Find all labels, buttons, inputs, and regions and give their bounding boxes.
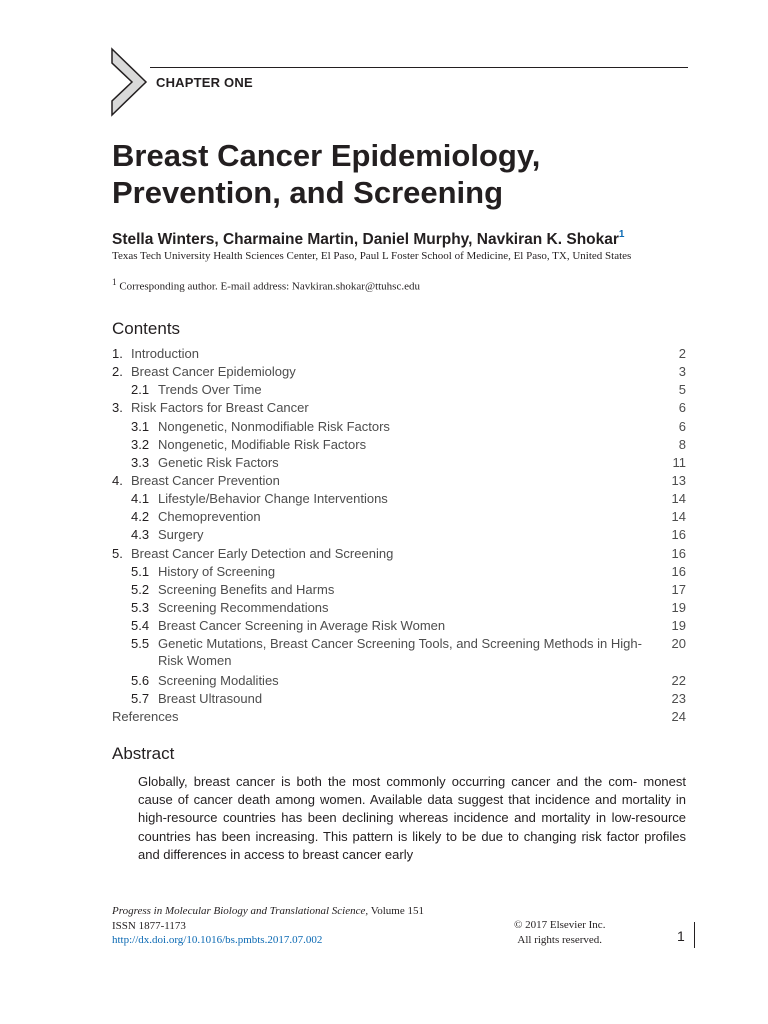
toc-entry-label: Chemoprevention	[158, 509, 261, 525]
toc-entry-page: 20	[671, 636, 686, 652]
toc-entry[interactable]	[112, 418, 686, 436]
toc-entry-page: 19	[671, 618, 686, 634]
chapter-header-rule	[150, 67, 688, 68]
chapter-title: Breast Cancer Epidemiology, Prevention, and Screening	[112, 138, 541, 210]
toc-entry[interactable]	[112, 399, 686, 417]
toc-entry[interactable]	[112, 690, 686, 708]
toc-entry-number: 5.5	[131, 636, 150, 652]
author-list	[112, 230, 624, 249]
toc-entry-label: References	[112, 708, 179, 724]
rights-text: All rights reserved.	[517, 933, 603, 946]
copyright-block	[514, 918, 605, 947]
toc-entry-page: 16	[671, 527, 686, 543]
toc-entry-number: 5.3	[131, 599, 150, 615]
toc-entry-label: Introduction	[131, 346, 199, 361]
toc-entry[interactable]	[112, 599, 686, 617]
toc-entry[interactable]	[112, 708, 686, 726]
toc-entry-page: 14	[671, 509, 686, 525]
toc-entry[interactable]	[112, 508, 686, 526]
toc-entry-page: 24	[671, 708, 686, 724]
doi-link[interactable]: http://dx.doi.org/10.1016/bs.pmbts.2017.07.002	[112, 934, 323, 946]
toc-entry-page: 16	[671, 545, 686, 561]
toc-entry-number: 3.	[112, 400, 123, 416]
toc-entry-label: Breast Cancer Prevention	[131, 472, 280, 488]
toc-entry-label: Breast Cancer Epidemiology	[131, 364, 296, 380]
toc-entry-page: 6	[678, 418, 686, 434]
toc-entry-page: 5	[678, 382, 686, 398]
abstract-text: Globally, breast cancer is both the most commonly occurring cancer and the com- monest cause of cancer death among women. Available data suggest that incidence and mortality in high-resource countries has been declining whereas incidence and mortality in low-resource countries has been increasing. This pattern is likely to be due to changing risk factor profiles and differences in access to breast cancer early	[138, 774, 686, 862]
journal-name: Progress in Molecular Biology and Translational Science,	[112, 905, 369, 917]
contents-heading: Contents	[112, 319, 181, 338]
toc-entry-page: 13	[671, 472, 686, 488]
copyright-text: © 2017 Elsevier Inc.	[514, 919, 606, 931]
toc-entry-number: 5.1	[131, 563, 150, 579]
toc-entry-label: Breast Cancer Screening in Average Risk Women	[158, 618, 446, 634]
journal-volume: Volume 151	[370, 905, 424, 917]
corresponding-marker: 1	[112, 277, 117, 287]
author-footnote-marker: 1	[618, 229, 625, 240]
toc-entry[interactable]	[112, 526, 686, 544]
toc-entry-page: 2	[678, 346, 686, 361]
toc-entry[interactable]	[112, 581, 686, 599]
toc-entry[interactable]	[112, 635, 686, 671]
toc-entry-label: Genetic Risk Factors	[158, 454, 279, 470]
toc-entry-label: Lifestyle/Behavior Change Interventions	[158, 491, 388, 507]
page-number-rule	[694, 922, 695, 948]
toc-entry-page: 8	[678, 436, 686, 452]
toc-entry-page: 17	[671, 581, 686, 597]
toc-entry-label: Screening Recommendations	[158, 599, 329, 615]
toc-entry-number: 4.2	[131, 509, 150, 525]
toc-entry-label: Nongenetic, Modifiable Risk Factors	[158, 436, 367, 452]
toc-entry-label: Nongenetic, Nonmodifiable Risk Factors	[158, 418, 390, 434]
toc-entry[interactable]	[112, 454, 686, 472]
toc-entry-number: 1.	[112, 346, 123, 361]
toc-entry-number: 2.	[112, 364, 123, 380]
toc-entry-page: 16	[671, 563, 686, 579]
toc-entry-page: 19	[671, 599, 686, 615]
toc-entry-number: 5.7	[131, 690, 150, 706]
toc-entry-number: 2.1	[131, 382, 150, 398]
toc-entry-label: Risk Factors for Breast Cancer	[131, 400, 309, 416]
toc-entry-page: 14	[671, 491, 686, 507]
toc-entry-page: 11	[672, 454, 686, 470]
toc-entry-label: Breast Cancer Early Detection and Screening	[131, 545, 394, 561]
toc-entry-number: 5.6	[131, 672, 150, 688]
toc-entry-number: 5.2	[131, 581, 150, 597]
toc-entry-number: 3.1	[131, 418, 150, 434]
toc-entry-label: Trends Over Time	[158, 382, 262, 398]
toc-entry-page: 3	[678, 364, 686, 380]
toc-entry[interactable]	[112, 563, 686, 581]
toc-entry-label: Screening Modalities	[158, 672, 279, 688]
toc-entry-page: 6	[678, 400, 686, 416]
toc-entry[interactable]	[112, 436, 686, 454]
toc-entry-label: Surgery	[158, 527, 204, 543]
toc-entry-label: Breast Ultrasound	[158, 690, 263, 706]
toc-entry[interactable]	[112, 545, 686, 563]
toc-entry-number: 4.1	[131, 491, 150, 507]
toc-entry-number: 3.3	[131, 454, 150, 470]
affiliation: Texas Tech University Health Sciences Center, El Paso, Paul L Foster School of Medicine, El Paso, TX, United States	[112, 250, 632, 262]
toc-entry-number: 5.	[112, 545, 123, 561]
corresponding-text: Corresponding author. E-mail address: Navkiran.shokar@ttuhsc.edu	[119, 280, 420, 293]
abstract-heading: Abstract	[112, 744, 175, 763]
toc-entry-label: Screening Benefits and Harms	[158, 581, 335, 597]
toc-entry-number: 4.3	[131, 527, 150, 543]
toc-entry[interactable]	[112, 490, 686, 508]
table-of-contents	[112, 345, 686, 726]
footer-citation	[112, 904, 424, 948]
toc-entry[interactable]	[112, 381, 686, 399]
chapter-chevron-icon	[110, 47, 150, 117]
chapter-label: CHAPTER ONE	[156, 75, 253, 90]
toc-entry[interactable]	[112, 617, 686, 635]
toc-entry-number: 4.	[112, 472, 123, 488]
toc-entry[interactable]	[112, 363, 686, 381]
toc-entry-number: 5.4	[131, 618, 150, 634]
toc-entry-page: 23	[671, 690, 686, 706]
corresponding-author	[112, 277, 420, 293]
toc-entry[interactable]	[112, 672, 686, 690]
author-names: Stella Winters, Charmaine Martin, Daniel Murphy, Navkiran K. Shokar	[112, 231, 619, 249]
toc-entry-page: 22	[671, 672, 686, 688]
toc-entry[interactable]	[112, 472, 686, 490]
page-number: 1	[677, 928, 685, 944]
toc-entry-label: History of Screening	[158, 563, 276, 579]
toc-entry[interactable]	[112, 345, 686, 363]
toc-entry-label: Genetic Mutations, Breast Cancer Screening Tools, and Screening Methods in High-Risk Women	[158, 636, 642, 669]
toc-entry-number: 3.2	[131, 436, 150, 452]
issn: ISSN 1877-1173	[112, 919, 186, 932]
